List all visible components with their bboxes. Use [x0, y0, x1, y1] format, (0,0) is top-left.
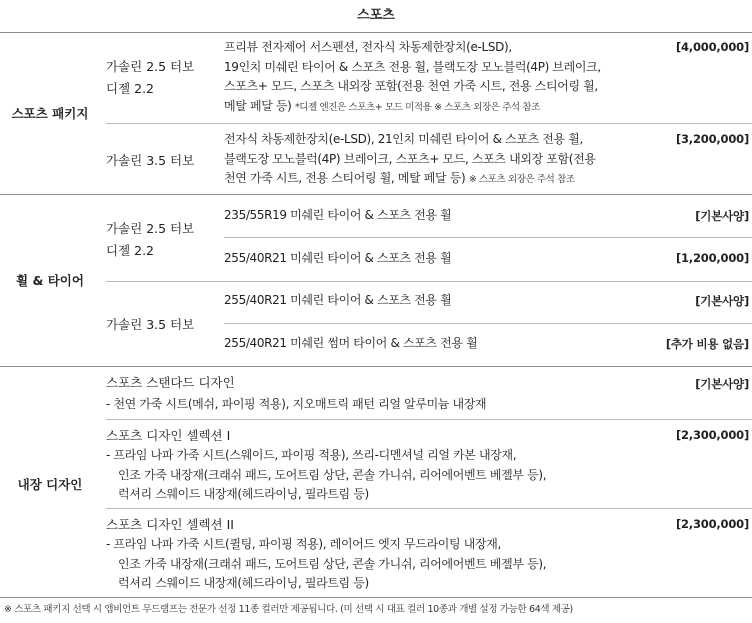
option-description: 전자식 차동제한장치(e-LSD), 21인치 미쉐린 타이어 & 스포츠 전용 휠, 블랙도장 모노블럭(4P) 브레이크, 스포츠+ 모드, 스포츠 내외장 포함(전용 천연 가죽 시트, 전용 스티어링 휠, 메탈 페달 등) ※ 스포츠 외장은 주석 참조	[224, 132, 596, 185]
option-price: [기본사양]	[695, 294, 749, 308]
footnote: ※ 스포츠 패키지 선택 시 앰비언트 무드램프는 전문가 선정 11종 컬러만 제공됩니다. (미 선택 시 대표 컬러 10종과 개별 설정 가능한 64색 제공)	[4, 604, 573, 615]
option-price: [추가 비용 없음]	[665, 337, 749, 351]
option-description: 프리뷰 전자제어 서스펜션, 전자식 차동제한장치(e-LSD), 19인치 미쉐린 타이어 & 스포츠 전용 휠, 블랙도장 모노블럭(4P) 브레이크, 스포츠+ 모드, 스포츠 내외장 포함(전용 천연 가죽 시트, 전용 스티어링 휠, 메탈 페달 등) *디젤 엔진은 스포츠+ 모드 미적용 ※ 스포츠 외장은 주석 참조	[224, 40, 601, 113]
option-price: [2,300,000]	[675, 428, 749, 442]
option-price: [1,200,000]	[675, 251, 749, 265]
interior-option-title: 스포츠 디자인 셀렉션 I	[106, 428, 231, 443]
row-divider	[106, 123, 752, 124]
wheel-option: 235/55R19 미쉐린 타이어 & 스포츠 전용 휠	[224, 208, 452, 222]
category-interior: 내장 디자인	[17, 477, 83, 492]
interior-option-description: - 프라임 나파 가죽 시트(스웨이드, 파이핑 적용), 쓰리-디멘셔널 리얼 카본 내장재, 인조 가죽 내장재(크래쉬 패드, 도어트림 상단, 콘솔 가니쉬, 리어에어벤트 베젤부 등), 럭셔리 스웨이드 내장재(헤드라이닝, 필라트림 등)	[106, 448, 547, 501]
row-divider	[106, 508, 752, 509]
wheel-option: 255/40R21 미쉐린 타이어 & 스포츠 전용 휠	[224, 293, 452, 307]
wheel-option: 255/40R21 미쉐린 타이어 & 스포츠 전용 휠	[224, 251, 452, 265]
interior-option-description: - 프라임 나파 가죽 시트(퀼팅, 파이핑 적용), 레이어드 엣지 무드라이팅 내장재, 인조 가죽 내장재(크래쉬 패드, 도어트림 상단, 콘솔 가니쉬, 리어에어벤트 베젤부 등), 럭셔리 스웨이드 내장재(헤드라이닝, 필라트림 등)	[106, 537, 547, 590]
row-divider	[106, 281, 752, 282]
option-price: [기본사양]	[695, 377, 749, 391]
divider	[0, 194, 752, 195]
divider	[0, 597, 752, 598]
section-title: 스포츠	[357, 8, 395, 23]
option-note: ※ 스포츠 외장은 주석 참조	[468, 174, 575, 185]
engine-label: 가솔린 2.5 터보 디젤 2.2	[106, 59, 195, 96]
option-price: [4,000,000]	[675, 40, 749, 54]
interior-option-title: 스포츠 스탠다드 디자인	[106, 375, 235, 390]
option-price: [기본사양]	[695, 209, 749, 223]
row-divider	[224, 237, 752, 238]
engine-label: 가솔린 3.5 터보	[106, 317, 195, 332]
engine-label: 가솔린 2.5 터보 디젤 2.2	[106, 221, 195, 258]
divider	[0, 366, 752, 367]
category-sports-package: 스포츠 패키지	[11, 106, 89, 121]
row-divider	[224, 323, 752, 324]
category-wheels: 휠 & 타이어	[16, 273, 84, 288]
interior-option-title: 스포츠 디자인 셀렉션 II	[106, 517, 234, 532]
divider	[0, 32, 752, 33]
interior-option-description: - 천연 가죽 시트(메쉬, 파이핑 적용), 지오매트릭 패턴 리얼 알루미늄 내장재	[106, 397, 487, 411]
option-price: [2,300,000]	[675, 517, 749, 531]
row-divider	[106, 419, 752, 420]
engine-label: 가솔린 3.5 터보	[106, 153, 195, 168]
option-note: *디젤 엔진은 스포츠+ 모드 미적용 ※ 스포츠 외장은 주석 참조	[294, 101, 540, 113]
option-price: [3,200,000]	[675, 132, 749, 146]
wheel-option: 255/40R21 미쉐린 썸머 타이어 & 스포츠 전용 휠	[224, 336, 478, 350]
